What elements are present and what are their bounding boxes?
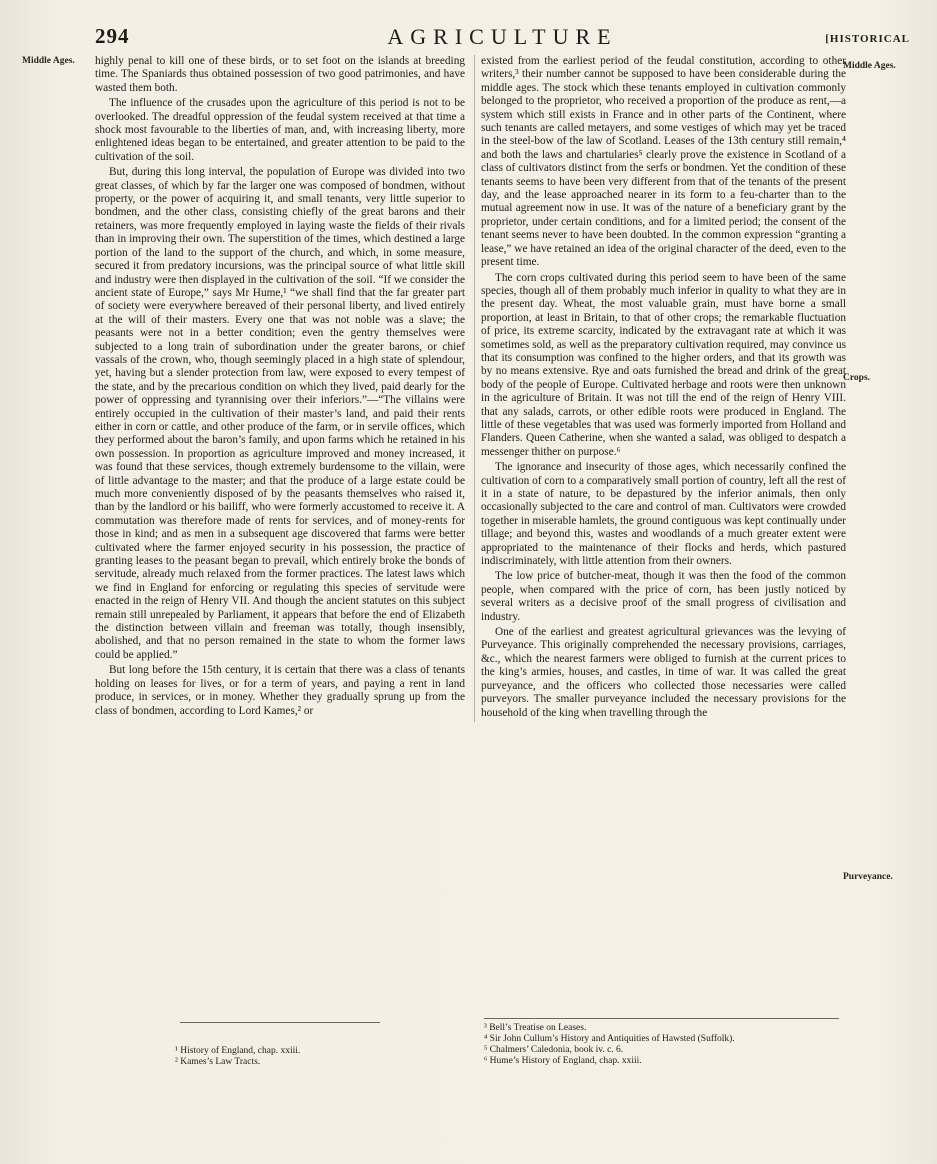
margin-note-purveyance: Purveyance. [843,872,893,882]
footnote: ³ Bell’s Treatise on Leases. [484,1023,587,1033]
paragraph: The low price of butcher-meat, though it was then the food of the common people, when compared with the price of corn, has been justly noticed by several writers as a decisive proof of the small progress of civilisation and industry. [481,570,846,623]
paragraph: The influence of the crusades upon the agriculture of this period is not to be overlooked. The dreadful oppression of the feudal system received at that time a shock most favourable to the liberties of man, and, with increasing liberty, more enlightened ideas began to be entertained, and greater attention to be paid to the cultivation of the soil. [95,97,465,163]
margin-note-middle-ages-right: Middle Ages. [843,61,896,71]
page-title: AGRICULTURE [387,24,618,49]
footnote: ¹ History of England, chap. xxiii. [175,1046,301,1056]
right-column [474,55,846,722]
paragraph: The ignorance and insecurity of those ages, which necessarily confined the cultivation of corn to a comparatively small portion of country, left all the rest of it in a state of nature, to be depastured by the inferior animals, then only occasionally subjected to the care and control of man. Cultivators were crowded together in miserable hamlets, the ground contiguous was kept continually under tillage; and beyond this, wastes and woodlands of a much greater extent were appropriated to the maintenance of their flocks and herds, which pastured indiscriminately, with little attention from their owners. [481,461,846,568]
margin-note-middle-ages-left: Middle Ages. [22,56,75,66]
footnote: ⁵ Chalmers’ Caledonia, book iv. c. 6. [484,1045,624,1055]
paragraph: existed from the earliest period of the feudal constitution, according to other writers,³ their number cannot be supposed to have been considerable during the middle ages. The stock which these tenants employed in cultivation commonly belonged to the proprietor, who received a proportion of the produce as rent,—a system which still exists in France and in other parts of the Continent, where such tenants are called metayers, and some vestiges of which may yet be traced in the steel-bow of the law of Scotland. Leases of the 13th century still remain,⁴ and both the laws and chartularies⁵ clearly prove the existence in Scotland of a class of cultivators distinct from the serfs or bondmen. Yet the condition of these tenants seems to have been very different from that of the tenants of the present day, and the lease approached nearer in its form to a feu-charter than to the mutual agreement now in use. It was of the nature of a beneficiary grant by the proprietor, under certain conditions, and for a limited period; the consent of the tenant seems never to have been doubted. In the common expression “granting a lease,” we have retained an idea of the original character of the deed, even to the present time. [481,55,846,269]
footnote: ⁴ Sir John Cullum’s History and Antiquities of Hawsted (Suffolk). [484,1034,735,1044]
paragraph: But, during this long interval, the population of Europe was divided into two great classes, of which by far the larger one was composed of bondmen, without property, or the power of acquiring it, and small tenants, very little superior to bondmen, and the other class, consisting chiefly of the great barons and their retainers, was more frequently employed in laying waste the fields of their rivals than in improving their own. The superstition of the times, which destined a large portion of the land to the support of the church, and which, in some measure, secured it from predatory incursions, was the principal source of what little skill and industry were then displayed in the cultivation of the soil. “If we consider the ancient state of Europe,” says Mr Hume,¹ “we shall find that the far greater part of society were everywhere bereaved of their personal liberty, and lived entirely at the will of their masters. Every one that was not noble was a slave; the peasants were not in a better condition; even the gentry themselves were subjected to a long train of subordination under the greater barons, or chief vassals of the crown, who, though seemingly placed in a high state of splendour, yet, having but a slender protection from law, were exposed to every tempest of the state, and by the precarious condition on which they lived, paid dearly for the power of oppressing and tyrannising over their inferiors.”—“The villains were entirely occupied in the cultivation of their master’s land, and paid their rents either in corn or cattle, and other produce of the farm, or in servile offices, which they performed about the baron’s family, and upon farms which he retained in his own possession. In proportion as agriculture improved and money increased, it was found that these services, though extremely burdensome to the villain, were of little advantage to the master; and that the produce of a large estate could be much more conveniently disposed of by the peasants themselves who raised it, than by the landlord or his bailiff, who were formerly accustomed to receive it. A commutation was therefore made of rents for services, and of money-rents for those in kind; and as men in a subsequent age discovered that farms were better cultivated where the farmer enjoyed security in his possession, the practice of granting leases to the peasant began to prevail, which entirely broke the bonds of servitude, already much relaxed from the former practices. The latest laws which we find in England for enforcing or regulating this species of servitude were enacted in the reign of Henry VII. And though the ancient statutes on this subject remain still unrepealed by Parliament, it appears that before the end of Elizabeth the distinction between villain and freeman was totally, though insensibly, abolished, and that no person remained in the state to whom the former laws could be applied.” [95,166,465,661]
footnote-rule-right [484,1018,839,1019]
paragraph: But long before the 15th century, it is certain that there was a class of tenants holding on leases for lives, or for a term of years, and paying a rent in land produce, in services, or in money. Whether they gradually sprung up from the class of bondmen, according to Lord Kames,² or [95,664,465,717]
page-number: 294 [95,24,130,48]
paragraph: The corn crops cultivated during this period seem to have been of the same species, though all of them probably much inferior in quality to what they are in the present day. Wheat, the most valuable grain, must have borne a small proportion, at least in Britain, to that of other crops; the remarkable fluctuation of price, its extreme scarcity, indicated by the extravagant rate at which it was sometimes sold, as well as the preparatory cultivation required, may convince us that its consumption was confined to the higher orders, and that its growth was by no means extensive. Rye and oats furnished the bread and drink of the great body of the people of Europe. Cultivated herbage and roots were then unknown in the agriculture of Britain. It was not till the end of the reign of Henry VIII. that any salads, carrots, or other edible roots were produced in England. The little of these vegetables that was used was formerly imported from Holland and Flanders. Queen Catherine, when she wanted a salad, was obliged to despatch a messenger thither on purpose.⁶ [481,271,846,458]
footnote-rule-left [180,1022,380,1023]
section-label: [HISTORICAL [825,33,910,45]
running-header [95,22,910,52]
footnotes-left [175,1046,455,1068]
margin-note-crops: Crops. [843,373,871,383]
footnote: ⁶ Hume’s History of England, chap. xxiii. [484,1056,642,1066]
left-column [95,55,465,720]
footnote: ² Kames’s Law Tracts. [175,1057,261,1067]
paragraph: highly penal to kill one of these birds, or to set foot on the islands at breeding time. The Spaniards thus obtained possession of two good patrimonies, and have wasted them both. [95,55,465,94]
footnotes-right [484,1023,844,1067]
paragraph: One of the earliest and greatest agricultural grievances was the levying of Purveyance. This originally comprehended the necessary provisions, carriages, &c., which the nearest farmers were obliged to furnish at the current prices to the king’s armies, houses, and castles, in time of war. It was called the great purveyance, and the officers who collected those necessaries were called purveyors. The smaller purveyance included the necessary provisions for the household of the king when travelling through the [481,626,846,719]
